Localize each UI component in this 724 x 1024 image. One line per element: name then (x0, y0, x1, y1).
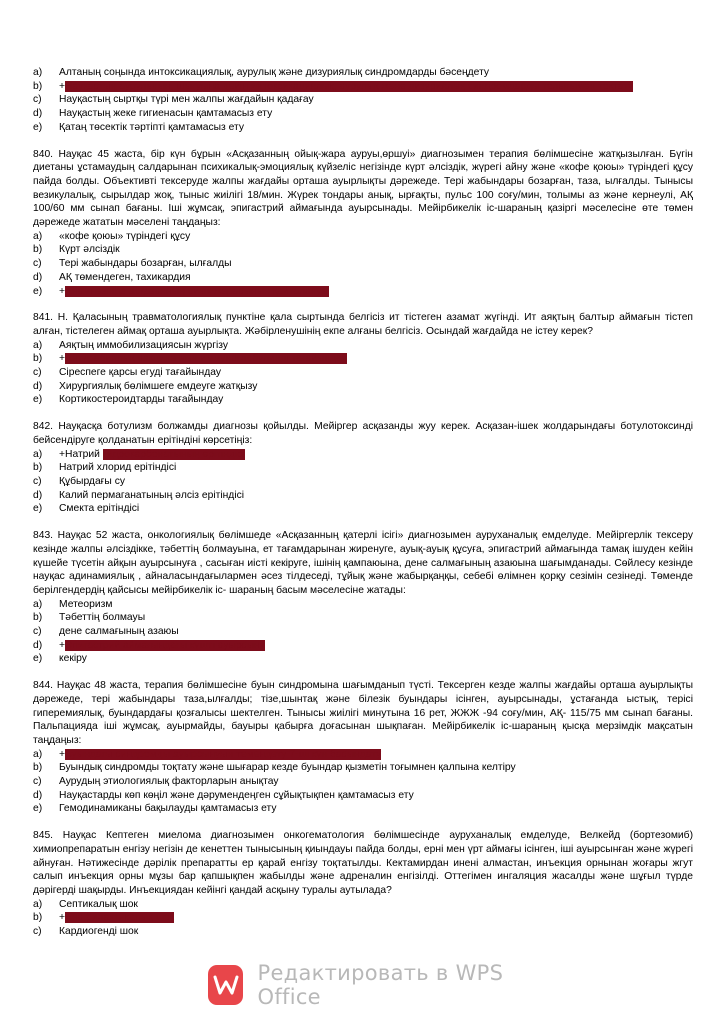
option-label: e) (33, 653, 43, 665)
question-text: 844. Науқас 48 жаста, терапия бөлімшесіне буын синдромына шағымданып түсті. Тексерген кезде жалпы жағдайы орташа ауырлықты дәрежеде, тері жабындары таза,ылғалды; тізе,шынтақ және білезік буындары ісінген, ауырсынады, ұстағанда ыстық, терісі гиперемиялық, буындардағы қозғалысы шектелген. Тынысы жиілігі минутына 16 рет, ЖЖЖ -94 соғу/мин, АҚ- 115/75 мм сынап бағаны. Пальпацияда іші жұмсақ, ауырмайды, бауыры қабырға доғасынан шықпаған. Мейірбикелік іс-шараның қысқа мерзімдік мақсатын таңдаңыз: (33, 680, 693, 746)
option-844-a (33, 748, 693, 762)
option-label: d) (33, 380, 43, 392)
option-label: c) (33, 926, 42, 938)
option-prefix: +Натрий (59, 448, 103, 460)
option-839-b (33, 80, 693, 94)
wps-logo-icon (208, 965, 243, 1005)
question-text: 845. Науқас Кептеген миелома диагнозымен онкогематология бөлімшесінде ауруханалық емделуде, Велкейд (бортезомиб) химиопрепаратын енгізу негізін де кенеттен тыныcының қиындауы пайда болды, ерні мен үрт аймағы ісінген, іші ауырсынған және жүрегі айнуған. Нәтижесінде дәрілік препаратты ер қарай енгізу тоқтатылды. Кектамирдан инені алмастан, инъекция орнынан жоғары жгут салып инъекция орны мұзы бар қапшықпен жабылды және адреналин енгізілді. Оттегімен ингаляция жасалды және шұғыл түрде дәрігерді шақырды. Инъекциядан кейінгі қандай асқыну туралы аутылада? (33, 830, 693, 896)
option-label: b) (33, 612, 43, 624)
option-prefix: + (59, 639, 66, 651)
highlighted-answer: Науқастың аурулығын, шығуына дейін интоксикациялық, аурулық және дизуриялық синдромдарды толығымен тоқтату (65, 80, 634, 92)
option-label: a) (33, 67, 43, 78)
option-844-b (33, 761, 693, 775)
option-label: b) (33, 80, 43, 92)
option-label: a) (33, 230, 43, 242)
option-845-a (33, 898, 693, 912)
option-840-c (33, 257, 693, 271)
option-label: c) (33, 94, 42, 106)
option-label: e) (33, 503, 43, 515)
option-842-b (33, 461, 693, 475)
option-843-c (33, 625, 693, 639)
option-label: d) (33, 639, 43, 651)
option-843-b (33, 611, 693, 625)
option-label: c) (33, 258, 42, 270)
option-text: Тәбеттің болмауы (59, 612, 146, 624)
highlighted-answer: Буындағы синдромды ауырсынуын төмендету 7-ші күн басындату (65, 748, 382, 760)
option-841-c (33, 366, 693, 380)
option-844-c (33, 775, 693, 789)
option-label: a) (33, 898, 43, 910)
option-842-e (33, 502, 693, 516)
option-label: a) (33, 598, 43, 610)
option-text: Күрт әлсіздік (59, 244, 120, 256)
document-content (33, 66, 693, 939)
option-label: e) (33, 394, 43, 406)
option-label: a) (33, 339, 43, 351)
option-843-a (33, 598, 693, 612)
wps-edit-banner[interactable] (208, 961, 538, 1009)
option-841-e (33, 393, 693, 407)
question-841 (33, 311, 693, 407)
option-841-b (33, 352, 693, 366)
wps-edit-label[interactable]: Редактировать в WPS Office (257, 961, 504, 1009)
option-text: АҚ төмендеген, тахикардия (59, 271, 191, 283)
option-839-a (33, 66, 693, 80)
option-text: Аурудың этиологиялық факторларын анықтау (59, 776, 279, 788)
option-text: «кофе қоюы» түріндегі құсу (59, 230, 191, 242)
option-label: b) (33, 244, 43, 256)
option-label: d) (33, 271, 43, 283)
option-prefix: + (59, 80, 66, 92)
option-prefix: + (59, 285, 66, 297)
option-text: кекіру (59, 653, 87, 665)
question-text: 840. Науқас 45 жаста, бір күн бұрын «Асқазанның ойық-жара ауруы,өршуі» диагнозымен терапия бөлімшесіне жатқызылған. Бүгін диетаны ұстамаудың салдарынан психикалық-эмоциялық күйзеліс негізінде күрт әлсіздік, жүрегі айну және «кофе қоюы» түріндегі құсу пайда болды. Объективті тексеруде жалпы жағдайы орташа ауырлықты дәрежеде. Тері жабындары бозарған, таза, ылғалды. Тынысы везикулалық, сырылдар жоқ, тыныс жиілігі 18/мин. Жүрек тондары анық, ырғақты, пульс 100 соғу/мин, толымы аз және кернеулі, АҚ 100/60 мм сынап бағаны. Іші жұмсақ, эпигастрий аймағында ауырсынады. Мейірбикелік іс-шараның қазіргі мәселесіне өте төмен дәрежеде жататын мәселені таңдаңыз: (33, 148, 693, 229)
option-label: c) (33, 776, 42, 788)
option-842-a (33, 448, 693, 462)
option-839-e (33, 121, 693, 135)
option-text: Буындық синдромды тоқтату және шығарар кезде буындар қызметін тоғымнен қалпына келтіру (59, 762, 516, 774)
option-text: Құбырдағы су (59, 475, 125, 487)
highlighted-answer: гидрокарбонатының ерітіндісі (102, 448, 245, 460)
option-845-c (33, 925, 693, 939)
question-text: 842. Науқасқа ботулизм болжамды диагнозы қойылды. Мейіргер асқазанды жуу керек. Асқазан-ішек жолдарындағы ботулотоксинді бейсендіруге қолданатын ерітіндіні көрсетіңіз: (33, 421, 693, 446)
highlighted-answer: Антирабиялық вакцина мен иммуноглобулинді тағайындау (65, 353, 347, 365)
option-label: d) (33, 489, 43, 501)
option-label: d) (33, 789, 43, 801)
option-text: Тері жабындары бозарған, ылғалды (59, 258, 232, 270)
option-840-d (33, 271, 693, 285)
option-label: e) (33, 285, 43, 297)
option-842-d (33, 489, 693, 503)
option-845-b (33, 911, 693, 925)
question-839-options (33, 66, 693, 135)
option-label: b) (33, 762, 43, 774)
option-label: c) (33, 626, 42, 638)
option-label: b) (33, 353, 43, 365)
option-text: дене салмағының азаюы (59, 626, 179, 638)
option-844-d (33, 789, 693, 803)
option-label: c) (33, 367, 42, 379)
question-text: 841. Н. Қаласының травматологиялық пунктіне қала сыртында белгісіз ит тістеген азамат жүгінді. Ит аяқтың балтыр аймағын тістеп алған, тістелеген аймақ орташа ауырлықта. Жәбірленушінің екпе алғаны белгісіз. Осындай жағдайда не істеу керек? (33, 312, 693, 337)
question-842 (33, 420, 693, 516)
option-label: e) (33, 803, 43, 815)
option-840-b (33, 243, 693, 257)
option-839-d (33, 107, 693, 121)
option-text: Септикалық шок (59, 898, 138, 910)
option-text: Гемодинамиканы бақылауды қамтамасыз ету (59, 803, 277, 815)
option-label: e) (33, 121, 43, 133)
option-text: Қатаң төсектік тәртіпті қамтамасыз ету (59, 121, 245, 133)
option-841-d (33, 380, 693, 394)
option-text: Кортикостероидтарды тағайындау (59, 394, 224, 406)
option-843-d (33, 639, 693, 653)
option-text: Науқастарды көп көңіл және дәрумендеңген сұйықтықпен қамтамасыз ету (59, 789, 414, 801)
option-840-a (33, 230, 693, 244)
option-text: Науқастың жеке гигиенасын қамтамасыз ету (59, 108, 273, 120)
question-840 (33, 148, 693, 299)
option-842-c (33, 475, 693, 489)
option-text: Метеоризм (59, 598, 113, 610)
option-label: a) (33, 448, 43, 460)
option-text: Калий пермаганатының әлсіз ерітіндісі (59, 489, 245, 501)
option-844-e (33, 802, 693, 816)
option-841-a (33, 339, 693, 353)
option-label: c) (33, 475, 42, 487)
option-text: Кардиогенді шок (59, 926, 139, 938)
question-845 (33, 829, 693, 939)
question-843 (33, 529, 693, 666)
option-text: Смекта ерітіндісі (59, 503, 140, 515)
highlighted-answer: Анамнезінде асқазанның ойық-жарасының қайталануы (65, 285, 329, 297)
option-840-e (33, 285, 693, 299)
option-label: b) (33, 912, 43, 924)
option-prefix: + (59, 353, 66, 365)
option-text: Алтаның соңында интоксикациялық, аурулық және дизуриялық синдромдарды бәсеңдету (59, 67, 490, 78)
question-text: 843. Науқас 52 жаста, онкологиялық бөлімшеде «Асқазанның қатерлі ісігі» диагнозымен ауруханалық емделуде. Мейіргерлік тексеру кезінде жалпы әлсіздікке, тәбеттің болмауына, ет тағамдарынан жиренуге, ауық-ауық құсуға, эпигастрий аймағында тамақ ішуден кейін күшейе түсетін айқын ауырсынуға , сасыған иісті кекіруге, ішінің қампаюына, дене салмағының азаюына шағымданады. Сөйлесу кезінде науқас адинамиялық , айналасындағылармен әсез тілдеседі, тұйық және жабырқаңқы, себебі өлімнен қорқу сезімін сезінеді. Төменде берілгендердің қайсысы мейірбикелік іс- шараның басым мәселесіне жатады: (33, 530, 693, 596)
option-text: Аяқтың иммобилизациясын жүргізу (59, 339, 228, 351)
option-label: d) (33, 108, 43, 120)
highlighted-answer: Эпигастрий аймағындағы күшті ауырсыну (65, 639, 265, 651)
option-prefix: + (59, 748, 66, 760)
option-text: Науқастың сыртқы түрі мен жалпы жағдайын қадағау (59, 94, 314, 106)
option-label: a) (33, 748, 43, 760)
option-843-e (33, 652, 693, 666)
option-text: Хирургиялық бөлімшеге емдеуге жатқызу (59, 380, 258, 392)
option-text: Натрий хлорид ерітіндісі (59, 462, 177, 474)
question-844 (33, 679, 693, 816)
option-text: Сіреспеге қарсы егуді тағайындау (59, 367, 221, 379)
option-prefix: + (59, 912, 66, 924)
option-label: b) (33, 462, 43, 474)
highlighted-answer: Анафилактикалық шок (65, 912, 175, 924)
option-839-c (33, 93, 693, 107)
